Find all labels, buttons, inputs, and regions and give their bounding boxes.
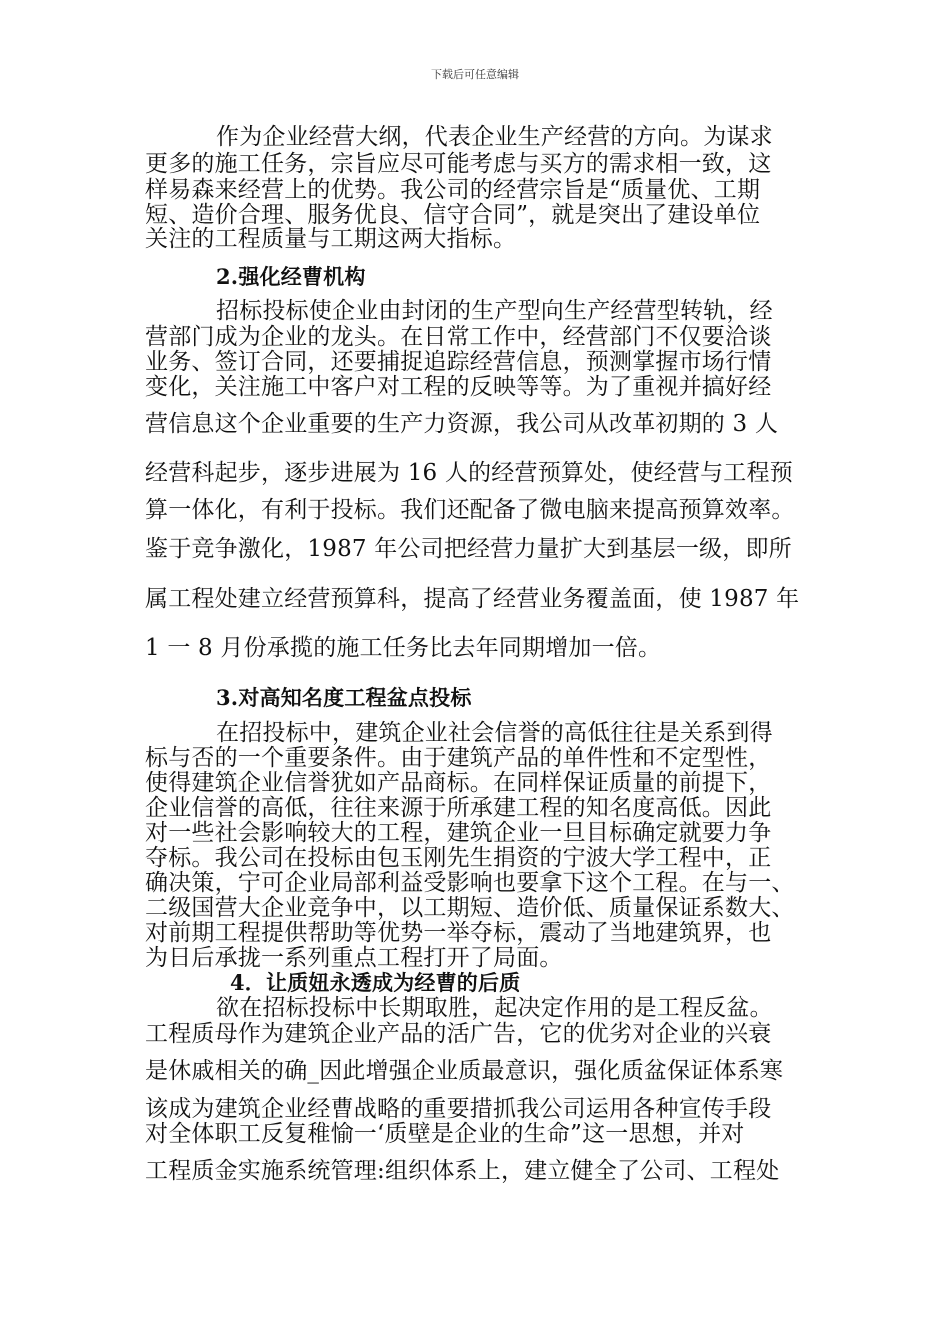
paragraph-line: 样易森来经营上的优势。我公司的经营宗旨是“质量优、工期: [145, 177, 761, 203]
paragraph-line: 确决策，宁可企业局部利益受影响也要拿下这个工程。在与一、: [145, 870, 795, 896]
paragraph-line: 对一些社会影响较大的工程，建筑企业一旦目标确定就要力争: [145, 820, 772, 846]
paragraph-line: 标与否的一个重要条件。由于建筑产品的单件性和不定型性，: [145, 745, 772, 771]
paragraph-line: 变化，关注施工中客户对工程的反映等等。为了重视并搞好经: [145, 374, 772, 400]
paragraph-line: 营信息这个企业重要的生产力资源，我公司从改革初期的 3 人: [145, 411, 779, 437]
paragraph-line: 营部门成为企业的龙头。在日常工作中，经营部门不仅要洽谈: [145, 324, 772, 350]
paragraph-line: 经营科起步，逐步进展为 16 人的经营预算处，使经营与工程预: [145, 460, 793, 486]
paragraph-line: 鉴于竞争激化，1987 年公司把经营力量扩大到基层一级，即所: [145, 536, 792, 562]
paragraph-line: 关注的工程质量与工期这两大指标。: [145, 226, 517, 252]
paragraph-line: 在招投标中，建筑企业社会信誉的高低往往是关系到得: [216, 720, 773, 746]
paragraph-line: 属工程处建立经营预算科，提高了经营业务覆盖面，使 1987 年: [145, 586, 800, 612]
paragraph-line: 工程质金实施系统管理:组织体系上，建立健全了公司、工程处: [145, 1158, 780, 1184]
paragraph-line: 对前期工程提供帮助等优势一举夺标，震动了当地建筑界，也: [145, 920, 772, 946]
paragraph-line: 是休戚相关的确_因此增强企业质最意识，强化质盆保证体系寒: [145, 1058, 784, 1084]
paragraph-line: 欲在招标投标中长期取胜，起决定作用的是工程反盆。: [216, 995, 773, 1021]
paragraph-line: 更多的施工任务，宗旨应尽可能考虑与买方的需求相一致，这: [145, 151, 772, 177]
paragraph-line: 二级国营大企业竞争中，以工期短、造价低、质量保证系数大、: [145, 895, 795, 921]
paragraph-line: 使得建筑企业信誉犹如产品商标。在同样保证质量的前提下，: [145, 770, 772, 796]
section-heading: 3.对高知名度工程盆点投标: [216, 685, 472, 710]
paragraph-line: 1 一 8 月份承揽的施工任务比去年同期增加一倍。: [145, 635, 662, 661]
paragraph-line: 夺标。我公司在投标由包玉刚先生捐资的宁波大学工程中，正: [145, 845, 772, 871]
section-heading: 4．让质妞永透成为经曹的后质: [230, 970, 521, 995]
paragraph-line: 该成为建筑企业经曹战略的重要措抓我公司运用各种宣传手段: [145, 1096, 772, 1122]
paragraph-line: 招标投标使企业由封闭的生产型向生产经营型转轨，经: [216, 298, 773, 324]
paragraph-line: 企业信誉的高低，往往来源于所承建工程的知名度高低。因此: [145, 795, 772, 821]
section-heading: 2.强化经曹机构: [216, 264, 366, 289]
paragraph-line: 工程质母作为建筑企业产品的活广告，它的优劣对企业的兴衰: [145, 1021, 772, 1047]
paragraph-line: 对全体职工反复稚愉一‘质壁是企业的生命”这一思想，并对: [145, 1121, 745, 1147]
page-header: 下载后可任意编辑: [431, 68, 519, 81]
paragraph-line: 算一体化，有利于投标。我们还配备了微电脑来提高预算效率。: [145, 497, 795, 523]
paragraph-line: 业务、签订合同，还要捕捉追踪经营信息，预测掌握市场行情: [145, 349, 772, 375]
paragraph-line: 短、造价合理、服务优良、信守合同”，就是突出了建设单位: [145, 202, 761, 228]
paragraph-line: 作为企业经营大纲，代表企业生产经营的方向。为谋求: [216, 124, 773, 150]
paragraph-line: 为日后承拢一系列重点工程打开了局面。: [145, 945, 563, 971]
